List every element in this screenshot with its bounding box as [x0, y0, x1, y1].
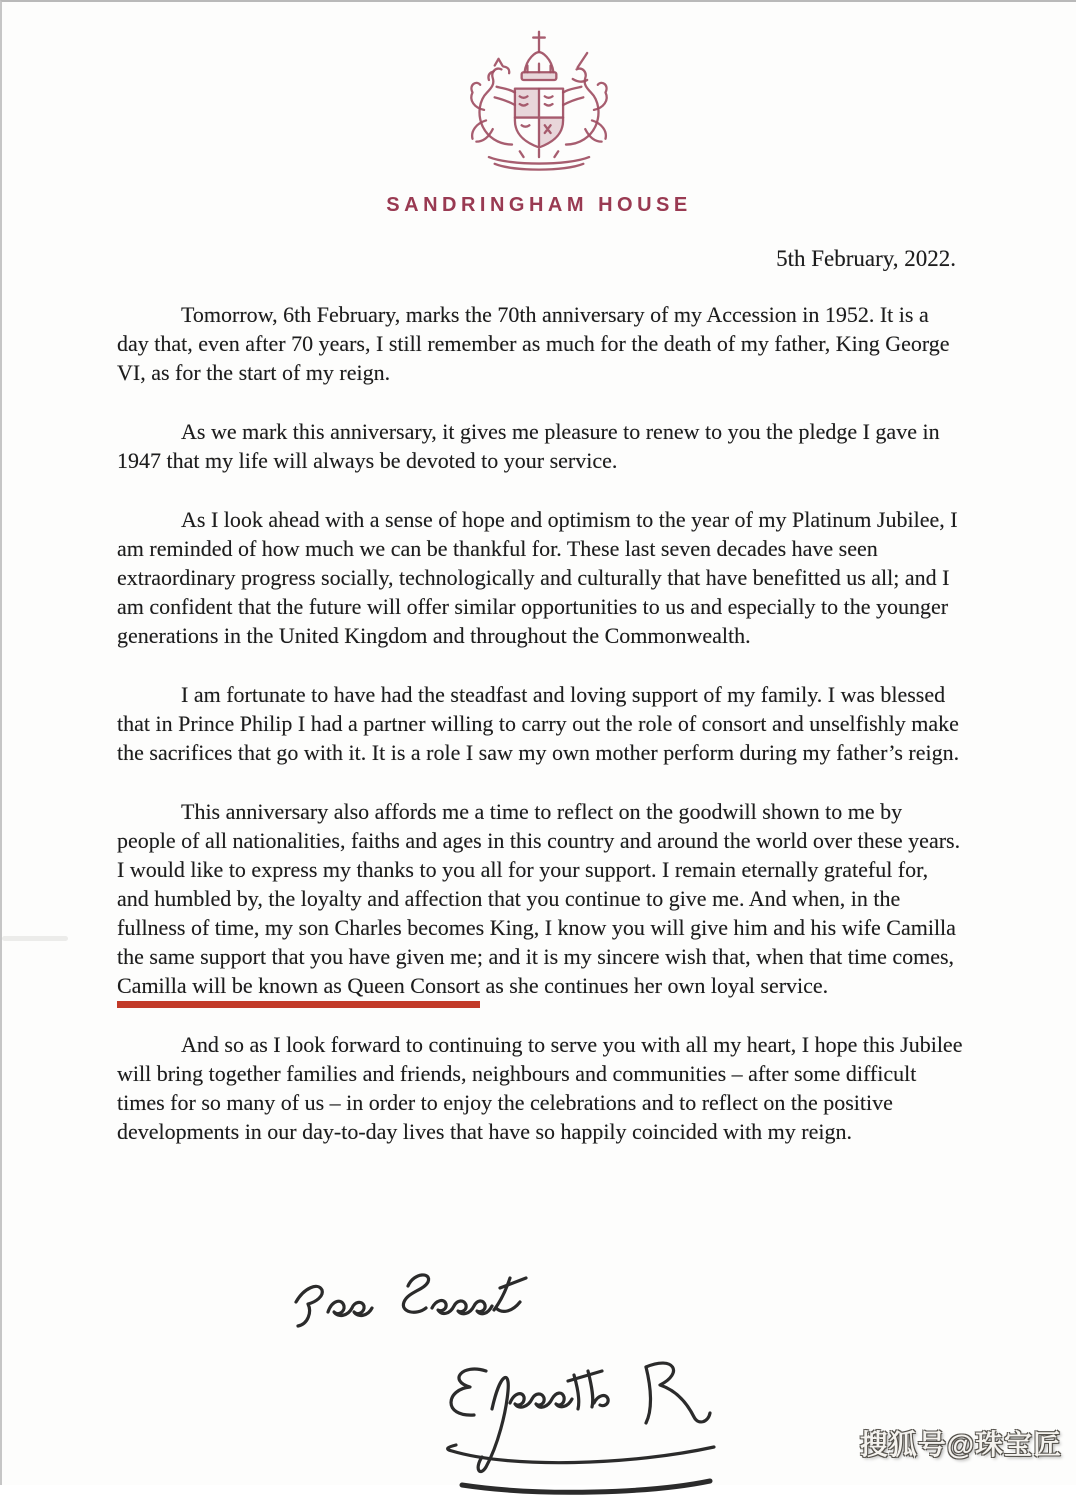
annotated-phrase: Camilla will be known as Queen Consort: [117, 973, 480, 1008]
letter-paragraph: And so as I look forward to continuing to serve you with all my heart, I hope this Jubilee will bring together families and friends, neighbours and communities – after some difficult times for so many of us – in order to enjoy the celebrations and to reflect on the positive developments in our day-to-day lives that have so happily coincided with my reign.: [117, 1032, 963, 1144]
letter-paragraph: Tomorrow, 6th February, marks the 70th anniversary of my Accession in 1952. It is a day that, even after 70 years, I still remember as much for the death of my father, King George VI, as for the start of my reign.: [117, 302, 950, 385]
signature-handwriting: [422, 1347, 722, 1497]
letter-paragraph: As we mark this anniversary, it gives me pleasure to renew to you the pledge I gave in 1947 that my life will always be devoted to your service.: [117, 419, 940, 473]
letter-paragraph: [117, 797, 965, 1000]
letter-body: [117, 300, 965, 1146]
letter-paragraph: I am fortunate to have had the steadfast and loving support of my family. I was blessed that in Prince Philip I had a partner willing to carry out the role of consort and unselfishly make the sacrifices that go with it. It is a role I saw my own mother perform during my father’s reign.: [117, 682, 960, 765]
scan-artifact: [2, 936, 68, 941]
letter-date: 5th February, 2022.: [776, 246, 956, 271]
letter-paragraph: As I look ahead with a sense of hope and optimism to the year of my Platinum Jubilee, I am reminded of how much we can be thankful for. These last seven decades have seen extraordinary progress socially, technologically and culturally that have benefitted us all; and I am confident that the future will offer similar opportunities to us and especially to the younger generations in the United Kingdom and throughout the Commonwealth.: [117, 507, 958, 648]
royal-coat-of-arms-icon: [433, 28, 645, 184]
paragraph-text: as she continues her own loyal service.: [479, 973, 829, 998]
watermark-label: 搜狐号@珠宝匠: [859, 1429, 1062, 1460]
closing-handwriting: [280, 1258, 540, 1353]
paragraph-text: This anniversary also affords me a time to reflect on the goodwill shown to me by people of all nationalities, faiths and ages in this country and around the world over these years. I would like to express my thanks to you all for your support. I remain eternally grateful for, and humbled by, the loyalty and affection that you continue to give me. And when, in the fullness of time, my son Charles becomes King, I know you will give him and his wife Camilla the same support that you have given me; and it is my sincere wish that, when that time comes,: [117, 799, 961, 969]
letterhead-house-name: SANDRINGHAM HOUSE: [386, 194, 692, 216]
